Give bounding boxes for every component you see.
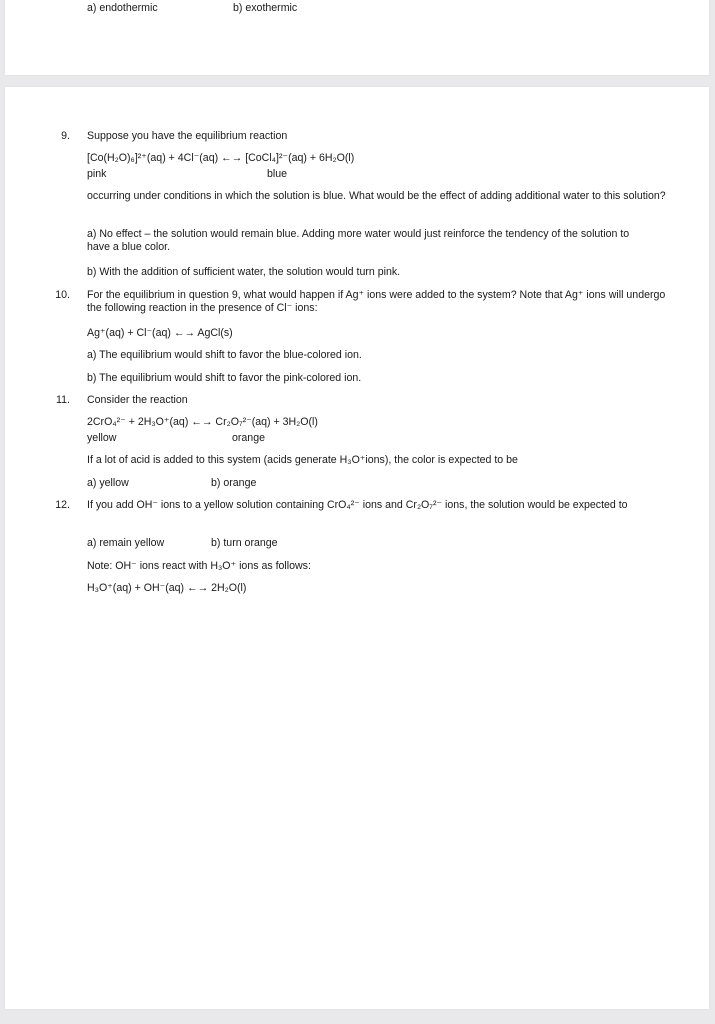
question-11-answer-b: b) orange (211, 477, 257, 489)
question-11-label-yellow: yellow (87, 432, 117, 444)
question-12-equation: H₃O⁺(aq) + OH⁻(aq) ←→ 2H₂O(l) (87, 582, 247, 594)
question-12-note: Note: OH⁻ ions react with H₃O⁺ ions as follows: (87, 560, 311, 572)
question-11-answer-a: a) yellow (87, 477, 129, 489)
worksheet-page (5, 87, 709, 1009)
question-11-prompt: Consider the reaction (87, 394, 188, 406)
question-12-prompt: If you add OH⁻ ions to a yellow solution containing CrO₄²⁻ ions and Cr₂O₇²⁻ ions, the solution would be expected to (87, 499, 628, 511)
question-11-equation: 2CrO₄²⁻ + 2H₃O⁺(aq) ←→ Cr₂O₇²⁻(aq) + 3H₂O(l) (87, 416, 318, 428)
question-9-answer-a: a) No effect – the solution would remain blue. Adding more water would just reinforce the tendency of the solution to have a blue color. (87, 228, 630, 253)
previous-page (5, 0, 709, 75)
question-9-equation: [Co(H₂O)₆]²⁺(aq) + 4Cl⁻(aq) ←→ [CoCl₄]²⁻(aq) + 6H₂O(l) (87, 152, 355, 164)
question-12-number: 12. (55, 499, 70, 511)
question-11-body: If a lot of acid is added to this system (acids generate H₃O⁺ions), the color is expected to be (87, 454, 518, 466)
question-12-answer-b: b) turn orange (211, 537, 278, 549)
question-9-body: occurring under conditions in which the solution is blue. What would be the effect of adding additional water to this solution? (87, 190, 666, 202)
question-10-number: 10. (55, 289, 70, 301)
option-b-exothermic: b) exothermic (233, 2, 298, 14)
question-9-answer-b: b) With the addition of sufficient water, the solution would turn pink. (87, 266, 401, 278)
question-12-answer-a: a) remain yellow (87, 537, 165, 549)
question-9-prompt: Suppose you have the equilibrium reaction (87, 130, 288, 142)
question-10-equation: Ag⁺(aq) + Cl⁻(aq) ←→ AgCl(s) (87, 327, 233, 339)
question-9-label-pink: pink (87, 168, 107, 180)
question-11-number: 11. (56, 394, 70, 406)
question-10-prompt: For the equilibrium in question 9, what would happen if Ag⁺ ions were added to the system? Note that Ag⁺ ions will undergo the following reaction in the presence of Cl⁻ ions: (87, 289, 666, 314)
question-9-number: 9. (61, 130, 70, 142)
question-10-answer-a: a) The equilibrium would shift to favor the blue-colored ion. (87, 349, 362, 361)
question-9-label-blue: blue (267, 168, 288, 180)
option-a-endothermic: a) endothermic (87, 2, 158, 14)
question-10-answer-b: b) The equilibrium would shift to favor the pink-colored ion. (87, 372, 362, 384)
question-11-label-orange: orange (232, 432, 265, 444)
